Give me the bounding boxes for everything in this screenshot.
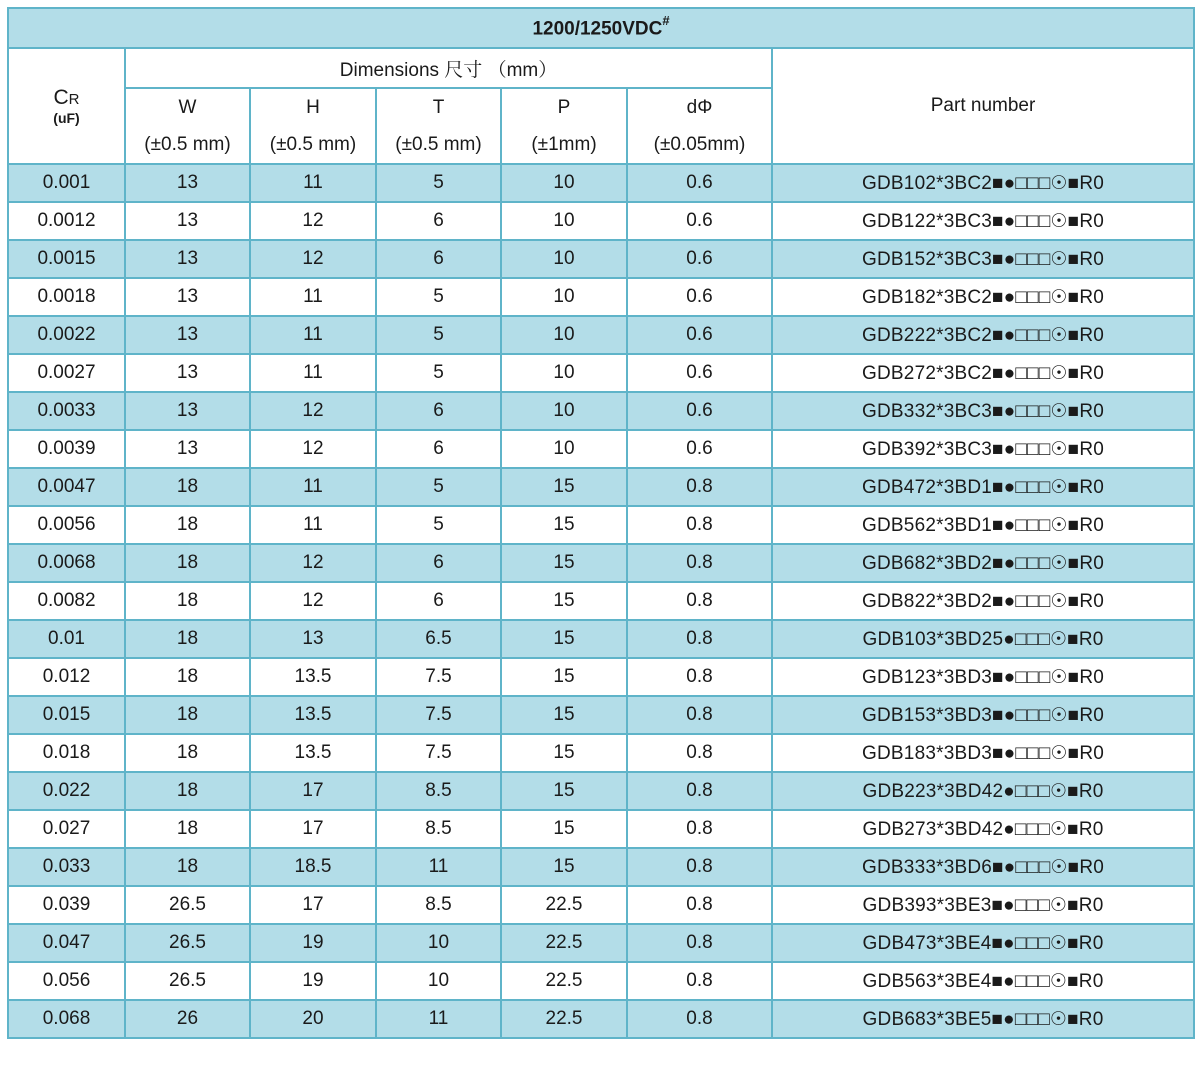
cell-part-number: GDB103*3BD25●□□□☉■R0 — [772, 620, 1194, 658]
cell-thickness: 6 — [376, 392, 501, 430]
col-header-name: P — [557, 97, 571, 118]
table-row — [8, 924, 1194, 962]
cell-pitch: 15 — [501, 468, 627, 506]
cell-width: 18 — [125, 734, 250, 772]
cell-part-number: GDB273*3BD42●□□□☉■R0 — [772, 810, 1194, 848]
cell-part-number: GDB392*3BC3■●□□□☉■R0 — [772, 430, 1194, 468]
cell-height: 11 — [250, 278, 376, 316]
cell-thickness: 5 — [376, 506, 501, 544]
cell-part-number: GDB102*3BC2■●□□□☉■R0 — [772, 164, 1194, 202]
cell-capacitance: 0.0015 — [8, 240, 125, 278]
cell-part-number: GDB223*3BD42●□□□☉■R0 — [772, 772, 1194, 810]
table-row — [8, 658, 1194, 696]
col-header-h — [250, 88, 376, 164]
cell-part-number: GDB152*3BC3■●□□□☉■R0 — [772, 240, 1194, 278]
cell-lead-diameter: 0.8 — [627, 506, 772, 544]
cell-pitch: 10 — [501, 354, 627, 392]
cr-header — [8, 48, 125, 164]
cell-part-number: GDB122*3BC3■●□□□☉■R0 — [772, 202, 1194, 240]
cell-pitch: 22.5 — [501, 1000, 627, 1038]
cell-capacitance: 0.0027 — [8, 354, 125, 392]
cell-height: 20 — [250, 1000, 376, 1038]
cell-thickness: 6 — [376, 582, 501, 620]
cell-thickness: 8.5 — [376, 810, 501, 848]
cell-lead-diameter: 0.6 — [627, 354, 772, 392]
cell-height: 11 — [250, 316, 376, 354]
table-row — [8, 582, 1194, 620]
cell-width: 18 — [125, 848, 250, 886]
cell-capacitance: 0.039 — [8, 886, 125, 924]
col-header-d — [627, 88, 772, 164]
cell-lead-diameter: 0.8 — [627, 848, 772, 886]
table-row — [8, 1000, 1194, 1038]
cell-part-number: GDB333*3BD6■●□□□☉■R0 — [772, 848, 1194, 886]
cell-height: 19 — [250, 924, 376, 962]
cell-pitch: 10 — [501, 392, 627, 430]
cell-capacitance: 0.0056 — [8, 506, 125, 544]
cell-pitch: 15 — [501, 734, 627, 772]
cell-part-number: GDB393*3BE3■●□□□☉■R0 — [772, 886, 1194, 924]
cell-lead-diameter: 0.8 — [627, 658, 772, 696]
table-row — [8, 734, 1194, 772]
cell-height: 13.5 — [250, 696, 376, 734]
cell-width: 18 — [125, 468, 250, 506]
cell-part-number: GDB822*3BD2■●□□□☉■R0 — [772, 582, 1194, 620]
cell-height: 11 — [250, 468, 376, 506]
cell-width: 13 — [125, 240, 250, 278]
capacitor-spec-table — [7, 7, 1195, 1039]
cell-capacitance: 0.0018 — [8, 278, 125, 316]
cell-width: 13 — [125, 430, 250, 468]
table-row — [8, 392, 1194, 430]
cell-thickness: 5 — [376, 316, 501, 354]
cell-part-number: GDB332*3BC3■●□□□☉■R0 — [772, 392, 1194, 430]
cell-height: 13.5 — [250, 658, 376, 696]
cell-part-number: GDB472*3BD1■●□□□☉■R0 — [772, 468, 1194, 506]
cell-lead-diameter: 0.8 — [627, 1000, 772, 1038]
table-row — [8, 620, 1194, 658]
cell-lead-diameter: 0.8 — [627, 772, 772, 810]
title-text: 1200/1250VDC — [532, 18, 663, 40]
cell-lead-diameter: 0.8 — [627, 924, 772, 962]
cell-capacitance: 0.033 — [8, 848, 125, 886]
cell-pitch: 15 — [501, 620, 627, 658]
cr-header-symbol: C — [53, 86, 69, 109]
cell-thickness: 5 — [376, 354, 501, 392]
cell-part-number: GDB182*3BC2■●□□□☉■R0 — [772, 278, 1194, 316]
cell-capacitance: 0.001 — [8, 164, 125, 202]
cell-lead-diameter: 0.8 — [627, 620, 772, 658]
cell-height: 11 — [250, 354, 376, 392]
cell-thickness: 10 — [376, 962, 501, 1000]
cell-capacitance: 0.0047 — [8, 468, 125, 506]
cell-lead-diameter: 0.6 — [627, 164, 772, 202]
cell-thickness: 6 — [376, 544, 501, 582]
cell-thickness: 6 — [376, 430, 501, 468]
cell-capacitance: 0.0068 — [8, 544, 125, 582]
cell-thickness: 11 — [376, 848, 501, 886]
cell-height: 12 — [250, 240, 376, 278]
cell-lead-diameter: 0.6 — [627, 316, 772, 354]
cell-height: 11 — [250, 164, 376, 202]
table-title — [8, 8, 1194, 48]
cell-capacitance: 0.0082 — [8, 582, 125, 620]
cell-thickness: 7.5 — [376, 734, 501, 772]
table-row — [8, 962, 1194, 1000]
cell-pitch: 10 — [501, 316, 627, 354]
cell-part-number: GDB272*3BC2■●□□□☉■R0 — [772, 354, 1194, 392]
cell-thickness: 6 — [376, 240, 501, 278]
cell-capacitance: 0.015 — [8, 696, 125, 734]
table-row — [8, 696, 1194, 734]
cell-pitch: 10 — [501, 240, 627, 278]
cell-lead-diameter: 0.8 — [627, 734, 772, 772]
cell-lead-diameter: 0.8 — [627, 544, 772, 582]
table-row — [8, 848, 1194, 886]
cell-width: 13 — [125, 164, 250, 202]
cell-thickness: 10 — [376, 924, 501, 962]
dimensions-header: Dimensions 尺寸 （mm） — [125, 48, 772, 88]
cell-capacitance: 0.047 — [8, 924, 125, 962]
col-header-tolerance: (±0.5 mm) — [144, 134, 231, 155]
cell-width: 26.5 — [125, 924, 250, 962]
cell-width: 18 — [125, 506, 250, 544]
cell-capacitance: 0.0022 — [8, 316, 125, 354]
cell-thickness: 8.5 — [376, 772, 501, 810]
cell-thickness: 5 — [376, 164, 501, 202]
cell-width: 13 — [125, 202, 250, 240]
table-row — [8, 316, 1194, 354]
cell-pitch: 10 — [501, 430, 627, 468]
table-row — [8, 810, 1194, 848]
cell-pitch: 15 — [501, 582, 627, 620]
cr-header-unit: (uF) — [53, 110, 80, 126]
cell-pitch: 22.5 — [501, 962, 627, 1000]
cell-height: 12 — [250, 202, 376, 240]
spec-table-container — [7, 7, 1195, 1039]
cell-thickness: 11 — [376, 1000, 501, 1038]
table-row — [8, 278, 1194, 316]
cell-height: 17 — [250, 810, 376, 848]
cell-width: 18 — [125, 810, 250, 848]
cell-part-number: GDB562*3BD1■●□□□☉■R0 — [772, 506, 1194, 544]
cell-width: 13 — [125, 278, 250, 316]
cell-pitch: 15 — [501, 848, 627, 886]
cell-capacitance: 0.056 — [8, 962, 125, 1000]
cell-lead-diameter: 0.8 — [627, 962, 772, 1000]
col-header-p — [501, 88, 627, 164]
cell-pitch: 10 — [501, 164, 627, 202]
table-row — [8, 886, 1194, 924]
cell-height: 13 — [250, 620, 376, 658]
cell-capacitance: 0.0012 — [8, 202, 125, 240]
cell-pitch: 15 — [501, 696, 627, 734]
col-header-tolerance: (±0.05mm) — [653, 134, 746, 155]
cell-height: 12 — [250, 544, 376, 582]
cell-height: 12 — [250, 392, 376, 430]
cell-thickness: 6 — [376, 202, 501, 240]
cell-lead-diameter: 0.8 — [627, 582, 772, 620]
cell-height: 17 — [250, 772, 376, 810]
title-row — [8, 8, 1194, 48]
cell-part-number: GDB222*3BC2■●□□□☉■R0 — [772, 316, 1194, 354]
cell-capacitance: 0.018 — [8, 734, 125, 772]
cell-width: 13 — [125, 316, 250, 354]
cell-pitch: 15 — [501, 810, 627, 848]
cell-height: 19 — [250, 962, 376, 1000]
cell-lead-diameter: 0.6 — [627, 240, 772, 278]
cell-thickness: 5 — [376, 468, 501, 506]
cell-thickness: 7.5 — [376, 696, 501, 734]
cell-capacitance: 0.0033 — [8, 392, 125, 430]
cell-width: 26.5 — [125, 886, 250, 924]
cell-width: 13 — [125, 354, 250, 392]
cell-part-number: GDB473*3BE4■●□□□☉■R0 — [772, 924, 1194, 962]
cell-thickness: 6.5 — [376, 620, 501, 658]
col-header-tolerance: (±0.5 mm) — [269, 134, 357, 155]
cell-height: 11 — [250, 506, 376, 544]
cell-pitch: 15 — [501, 658, 627, 696]
col-header-tolerance: (±1mm) — [531, 134, 597, 155]
col-header-w — [125, 88, 250, 164]
table-row — [8, 430, 1194, 468]
cell-capacitance: 0.01 — [8, 620, 125, 658]
cell-width: 18 — [125, 544, 250, 582]
cell-capacitance: 0.027 — [8, 810, 125, 848]
cell-width: 18 — [125, 658, 250, 696]
cr-header-subscript: R — [68, 91, 80, 108]
cell-lead-diameter: 0.8 — [627, 468, 772, 506]
col-header-t — [376, 88, 501, 164]
cell-width: 18 — [125, 772, 250, 810]
table-row — [8, 544, 1194, 582]
cell-lead-diameter: 0.6 — [627, 430, 772, 468]
table-row — [8, 202, 1194, 240]
header-row-1 — [8, 48, 1194, 88]
cell-height: 12 — [250, 430, 376, 468]
cell-width: 18 — [125, 620, 250, 658]
cell-part-number: GDB153*3BD3■●□□□☉■R0 — [772, 696, 1194, 734]
cell-width: 13 — [125, 392, 250, 430]
part-number-header: Part number — [772, 48, 1194, 164]
col-header-name: T — [432, 97, 445, 118]
cell-pitch: 15 — [501, 506, 627, 544]
cell-height: 18.5 — [250, 848, 376, 886]
table-row — [8, 164, 1194, 202]
cell-lead-diameter: 0.8 — [627, 886, 772, 924]
cell-width: 26.5 — [125, 962, 250, 1000]
table-row — [8, 772, 1194, 810]
cell-width: 18 — [125, 582, 250, 620]
cell-part-number: GDB682*3BD2■●□□□☉■R0 — [772, 544, 1194, 582]
cell-thickness: 8.5 — [376, 886, 501, 924]
table-body — [8, 164, 1194, 1038]
cell-capacitance: 0.068 — [8, 1000, 125, 1038]
cell-pitch: 10 — [501, 278, 627, 316]
table-row — [8, 506, 1194, 544]
cell-part-number: GDB683*3BE5■●□□□☉■R0 — [772, 1000, 1194, 1038]
cell-capacitance: 0.0039 — [8, 430, 125, 468]
cell-thickness: 7.5 — [376, 658, 501, 696]
cell-lead-diameter: 0.8 — [627, 696, 772, 734]
col-header-name: H — [306, 97, 320, 118]
col-header-tolerance: (±0.5 mm) — [395, 134, 482, 155]
cell-height: 13.5 — [250, 734, 376, 772]
cell-part-number: GDB123*3BD3■●□□□☉■R0 — [772, 658, 1194, 696]
table-row — [8, 240, 1194, 278]
cell-pitch: 10 — [501, 202, 627, 240]
col-header-name: dΦ — [686, 97, 713, 118]
cell-lead-diameter: 0.6 — [627, 278, 772, 316]
cell-height: 17 — [250, 886, 376, 924]
table-row — [8, 354, 1194, 392]
cell-pitch: 15 — [501, 544, 627, 582]
cell-thickness: 5 — [376, 278, 501, 316]
title-footnote-mark: # — [662, 13, 670, 29]
cell-lead-diameter: 0.8 — [627, 810, 772, 848]
cell-pitch: 22.5 — [501, 886, 627, 924]
cell-capacitance: 0.012 — [8, 658, 125, 696]
cell-width: 26 — [125, 1000, 250, 1038]
cell-capacitance: 0.022 — [8, 772, 125, 810]
cell-height: 12 — [250, 582, 376, 620]
cell-pitch: 22.5 — [501, 924, 627, 962]
col-header-name: W — [178, 97, 197, 118]
cell-lead-diameter: 0.6 — [627, 202, 772, 240]
cell-part-number: GDB183*3BD3■●□□□☉■R0 — [772, 734, 1194, 772]
table-row — [8, 468, 1194, 506]
cell-lead-diameter: 0.6 — [627, 392, 772, 430]
cell-width: 18 — [125, 696, 250, 734]
cell-pitch: 15 — [501, 772, 627, 810]
cell-part-number: GDB563*3BE4■●□□□☉■R0 — [772, 962, 1194, 1000]
